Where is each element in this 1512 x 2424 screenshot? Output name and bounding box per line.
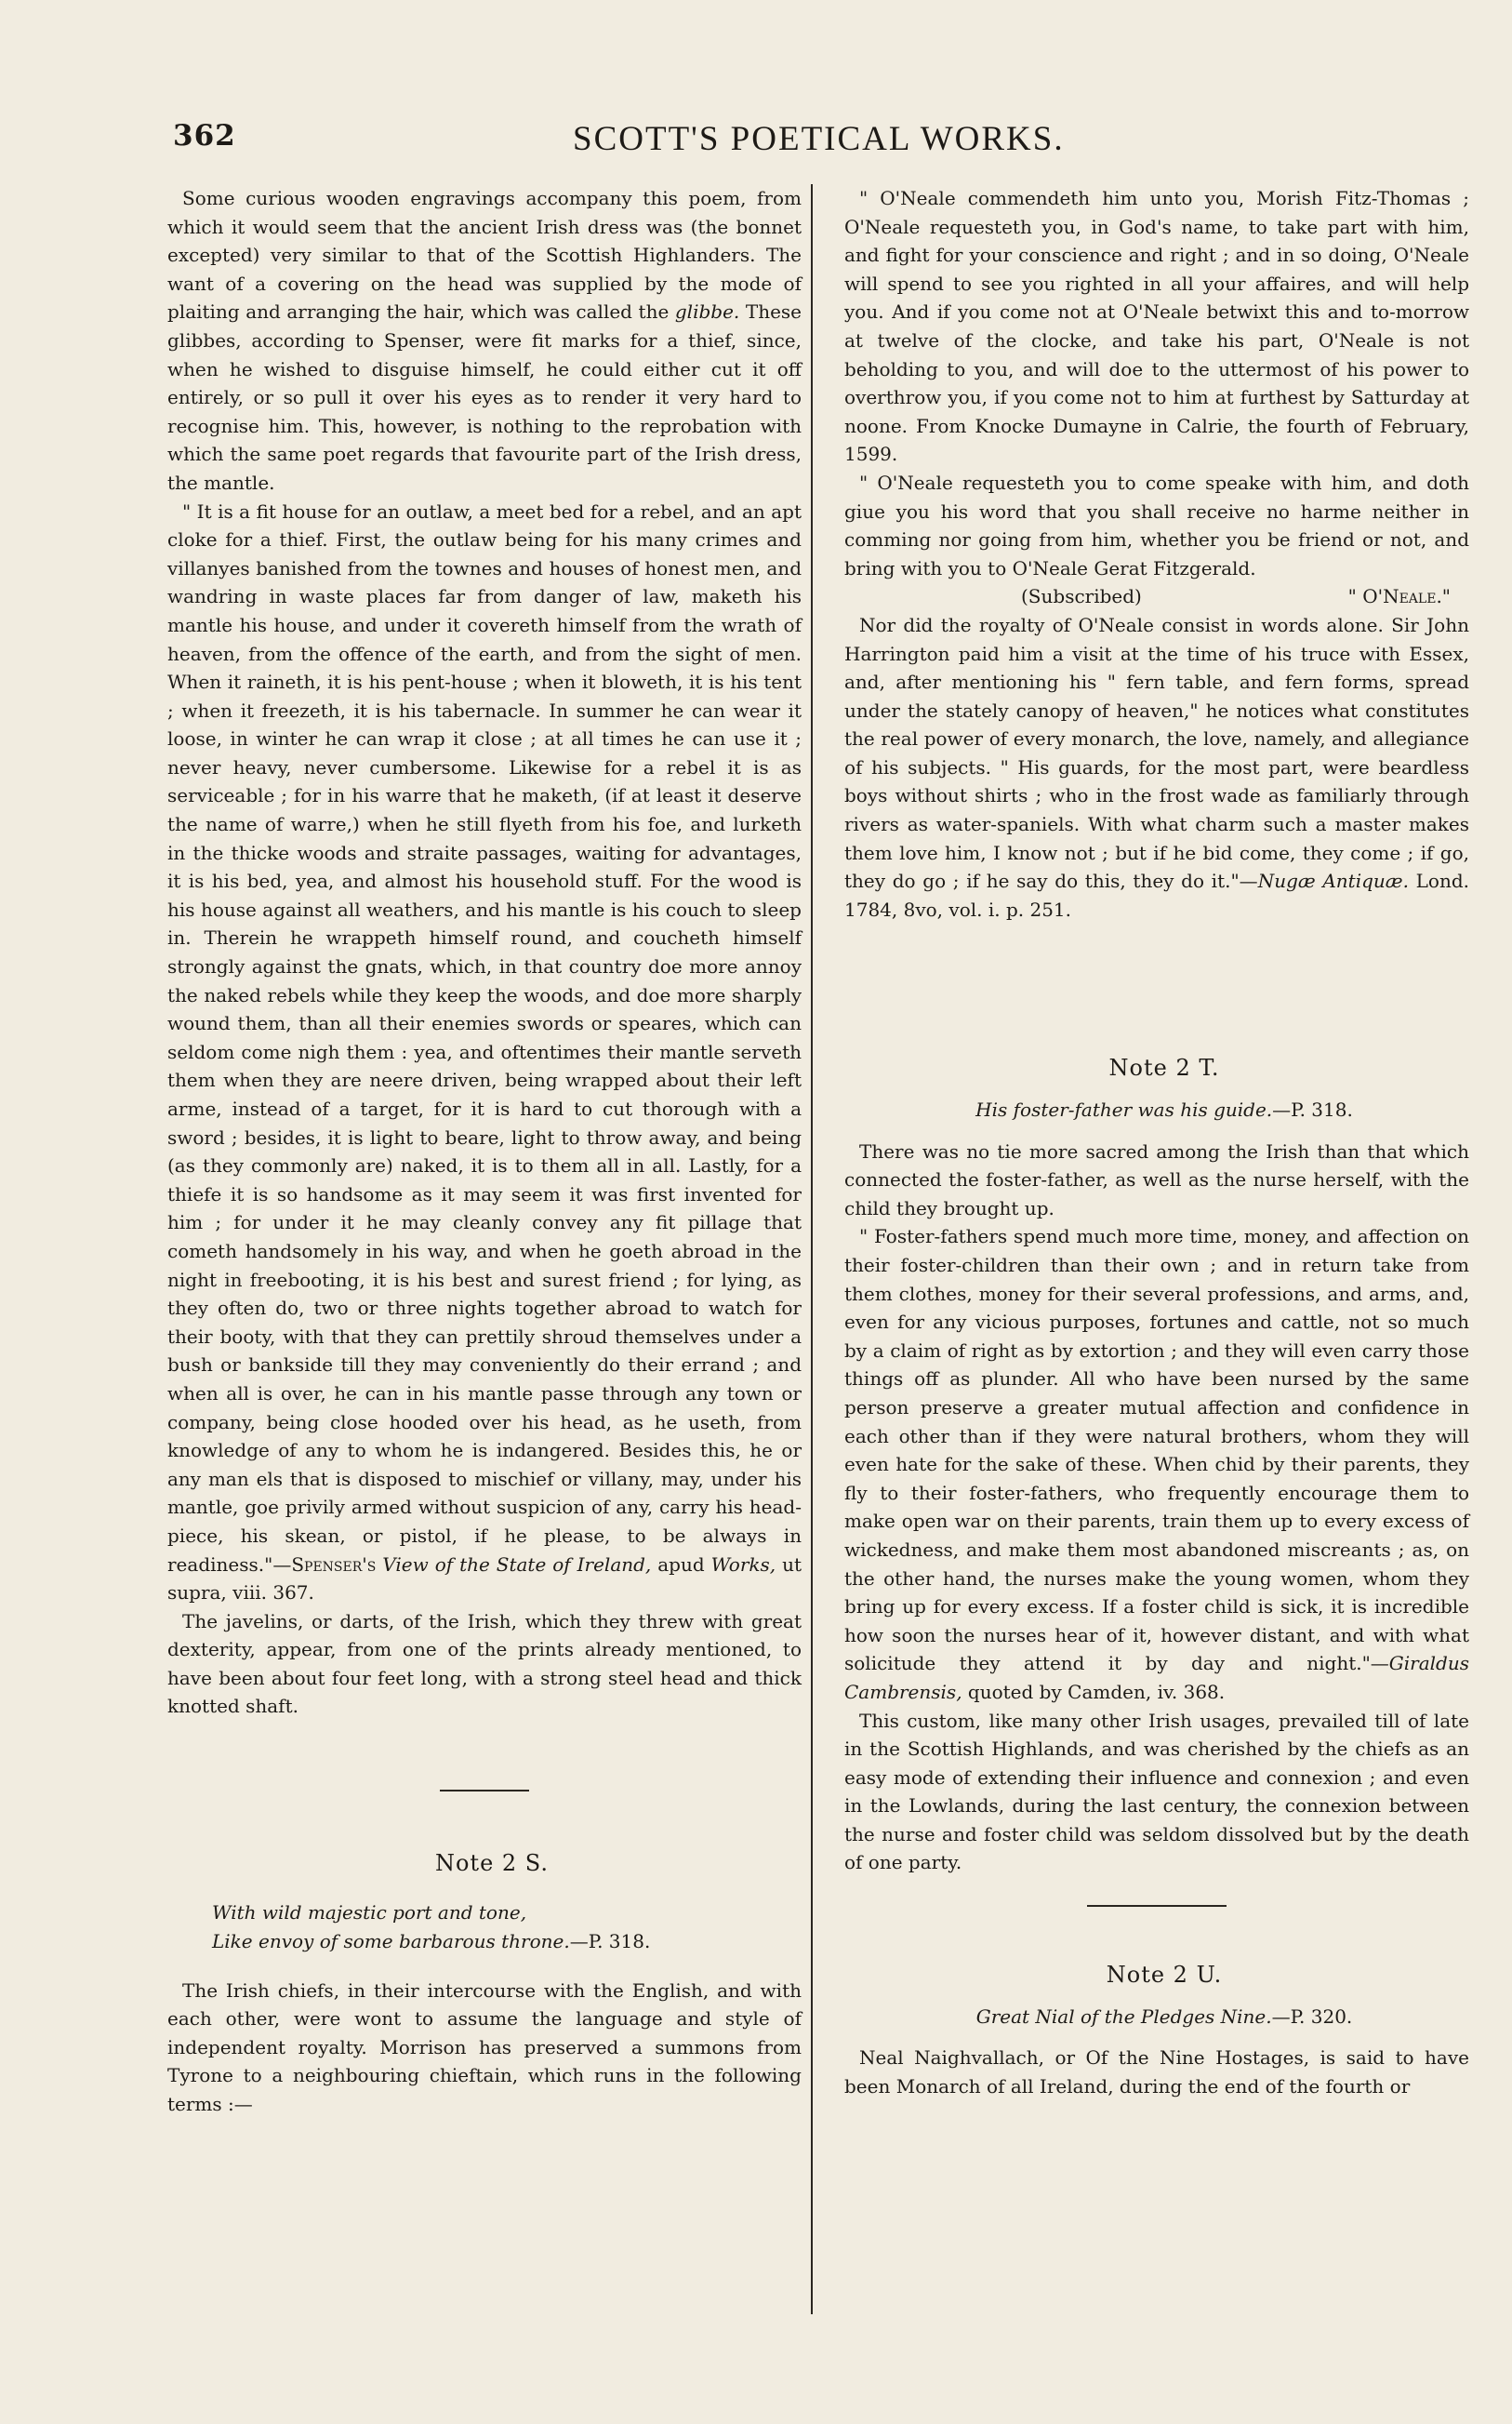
note-heading-2s: Note 2 S.	[434, 1850, 550, 1877]
note-verse: Like envoy of some barbarous throne.—P. 318.	[212, 1929, 651, 1952]
oneale-summons-cont: " O'Neale requesteth you to come speake with him, and doth giue you his word that you shall receive no harme neither in comming nor going from him, whether you be friend or not, and bring with you to O'Neale Gerat Fitzgerald.	[844, 471, 1469, 579]
left-column	[167, 184, 802, 2119]
paragraph: The javelins, or darts, of the Irish, which they threw with great dexterity, appear, from one of the prints already mentioned, to have been about four feet long, with a strong steel head and thick knotted shaft.	[167, 1609, 802, 1718]
spenser-quotation: " It is a fit house for an outlaw, a meet bed for a rebel, and an apt cloke for a thief. First, the outlaw being for his many crimes and villanyes banished from the townes and houses of honest men, and wandring in waste places far from danger of law, maketh his mantle his house, and under it covereth himself from the wrath of heaven, from the offence of the earth, and from the sight of men. When it raineth, it is his pent-house ; when it bloweth, it is his tent ; when it freezeth, it is his tabernacle. In summer he can wear it loose, in winter he can wrap it close ; at all times he can use it ; never heavy, never cumbersome. Likewise for a rebel it is as serviceable ; for in his warre that he maketh, (if at least it deserve the name of warre,) when he still flyeth from his foe, and lurketh in the thicke woods and straite passages, waiting for advantages, it is his bed, yea, and almost his household stuff. For the wood is his house against all weathers, and his mantle is his couch to sleep in. Therein he wrappeth himself round, and coucheth himself strongly against the gnats, which, in that country doe more annoy the naked rebels while they keep the woods, and doe more sharply wound them, than all their enemies swords or speares, which can seldom come nigh them : yea, and oftentimes their mantle serveth them when they are neere driven, being wrapped about their left arme, instead of a target, for it is hard to cut thorough with a sword ; besides, it is light to beare, light to throw away, and being (as they commonly are) naked, it is to them all in all. Lastly, for a thiefe it is so handsome as it may seem it was first invented for him ; for under it he may cleanly convey any fit pillage that cometh handsomely in his way, and when he goeth abroad in the night in freebooting, it is his best and surest friend ; for lying, as they often do, two or three nights together abroad to watch for their booty, with that they can prettily shroud themselves under a bush or bankside till they may conveniently do their errand ; and when all is over, he can in his mantle passe through any town or company, being close hooded over his head, as he useth, from knowledge of any to whom he is indangered. Besides this, he or any man els that is disposed to mischief or villany, may, under his mantle, goe privily armed without suspicion of any, carry his head-piece, his skean, or pistol, if he please, to be always in readiness."—Spenser's View of the State of Ireland, apud Works, ut supra, viii. 367.	[167, 499, 802, 1605]
citation-title: View of the State of Ireland,	[376, 1552, 652, 1576]
page-number: 362	[173, 119, 236, 153]
paragraph: Some curious wooden engravings accompany this poem, from which it would seem that the ancient Irish dress was (the bonnet excepted) very similar to that of the Scottish Highlanders. The want of a covering on the head was supplied by the mode of plaiting and arranging the hair, which was called the glibbe. These glibbes, according to Spenser, were fit marks for a thief, since, when he wished to disguise himself, he could either cut it off entirely, or so pull it over his eyes as to render it very hard to recognise him. This, however, is nothing to the reprobation with which the same poet regards that favourite part of the Irish dress, the mantle.	[167, 187, 802, 494]
note-heading-2u: Note 2 U.	[1106, 1962, 1223, 1989]
signature-line: (Subscribed) " O'Neale."	[1021, 585, 1451, 608]
paragraph: There was no tie more sacred among the Irish than that which connected the foster-father, as well as the nurse herself, with the child they brought up.	[844, 1139, 1469, 1219]
paragraph: This custom, like many other Irish usages, prevailed till of late in the Scottish Highlands, and was cherished by the chiefs as an easy mode of extending their influence and connexion ; and even in the Lowlands, during the last century, the connexion between the nurse and foster child was seldom dissolved but by the death of one party.	[844, 1709, 1469, 1874]
note-verse: With wild majestic port and tone,	[212, 1900, 527, 1924]
paragraph: " Foster-fathers spend much more time, money, and affection on their foster-children than their own ; and in return take from them clothes, money for their several professions, and arms, and, even for any vicious purposes, fortunes and cattle, not so much by a claim of right as by extortion ; and they will even carry those things off as plunder. All who have been nursed by the same person preserve a greater mutual affection and confidence in each other than if they were natural brothers, whom they will even hate for the sake of these. When chid by their parents, they fly to their foster-fathers, who frequently encourage them to make open war on their parents, train them up to every excess of wickedness, and make them most abandoned miscreants ; as, on the other hand, the nurses make the young women, whom they bring up for every excess. If a foster child is sick, it is incredible how soon the nurses hear of it, however distant, and with what solicitude they attend it by day and night."—Giraldus Cambrensis, quoted by Camden, iv. 368.	[844, 1225, 1469, 1703]
right-column	[844, 184, 1469, 2100]
running-title: SCOTT'S POETICAL WORKS.	[573, 120, 1065, 158]
running-header	[173, 119, 1456, 166]
column-divider	[811, 184, 813, 2314]
paragraph: The Irish chiefs, in their intercourse with the English, and with each other, were wont to assume the language and style of independent royalty. Morrison has preserved a summons from Tyrone to a neighbouring chieftain, which runs in the following terms :—	[167, 1978, 802, 2116]
paragraph: Nor did the royalty of O'Neale consist in words alone. Sir John Harrington paid him a visit at the time of his truce with Essex, and, after mentioning his " fern table, and fern forms, spread under the stately canopy of heaven," he notices what constitutes the real power of every monarch, the love, namely, and allegiance of his subjects. " His guards, for the most part, were beardless boys without shirts ; who in the frost wade as familiarly through rivers as water-spaniels. With what charm such a master makes them love him, I know not ; but if he bid come, they come ; if go, they do go ; if he say do this, they do it."—Nugæ Antiquæ. Lond. 1784, 8vo, vol. i. p. 251.	[844, 613, 1470, 921]
citation-author: Spenser's	[291, 1552, 377, 1576]
paragraph: Neal Naighvallach, or Of the Nine Hostages, is said to have been Monarch of all Ireland, during the end of the fourth or	[844, 2046, 1469, 2098]
note-subheading: Great Nial of the Pledges Nine.—P. 320.	[975, 2004, 1353, 2028]
note-subheading: His foster-father was his guide.—P. 318.	[975, 1099, 1353, 1122]
oneale-summons: " O'Neale commendeth him unto you, Morish Fitz-Thomas ; O'Neale requesteth you, in God's name, to take part with him, and fight for your conscience and right ; and in so doing, O'Neale will spend to see you righted in all your affaires, and will help you. And if you come not at O'Neale betwixt this and to-morrow at twelve of the clocke, and take his part, O'Neale is not beholding to you, and will doe to the uttermost of his power to overthrow you, if you come not to him at furthest by Satturday at noone. From Knocke Dumayne in Calrie, the fourth of February, 1599.	[844, 187, 1469, 466]
note-heading-2t: Note 2 T.	[1108, 1055, 1220, 1082]
